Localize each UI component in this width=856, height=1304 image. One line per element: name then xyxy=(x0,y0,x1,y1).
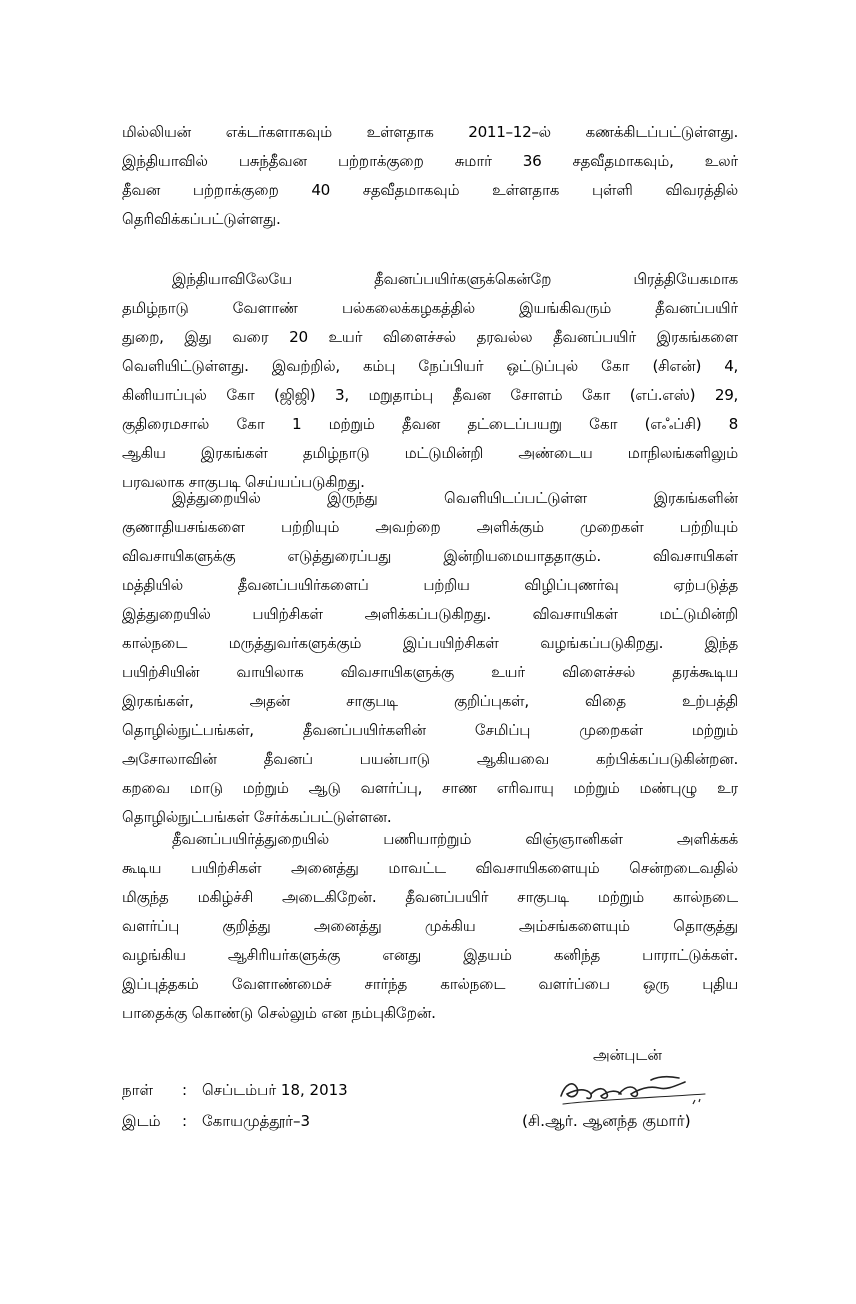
text-line: வெளியிட்டுள்ளது. இவற்றில், கம்பு நேப்பியர் ஒட்டுப்புல் கோ (சிஎன்) 4, xyxy=(122,357,738,375)
text-line: தொழில்நுட்பங்கள், தீவனப்பயிர்களின் சேமிப்பு முறைகள் மற்றும் xyxy=(122,721,738,739)
text-line: தீவன பற்றாக்குறை 40 சதவீதமாகவும் உள்ளதாக புள்ளி விவரத்தில் xyxy=(122,181,738,199)
text-line: பரவலாக சாகுபடி செய்யப்படுகிறது. xyxy=(122,473,365,491)
text-line: குணாதியசங்களை பற்றியும் அவற்றை அளிக்கும் முறைகள் பற்றியும் xyxy=(122,518,738,536)
text-line: ஆகிய இரகங்கள் தமிழ்நாடு மட்டுமின்றி அண்டைய மாநிலங்களிலும் xyxy=(122,444,738,462)
text-line: தமிழ்நாடு வேளாண் பல்கலைக்கழகத்தில் இயங்கிவரும் தீவனப்பயிர் xyxy=(122,299,738,317)
text-line: வளர்ப்பு குறித்து அனைத்து முக்கிய அம்சங்களையும் தொகுத்து xyxy=(122,917,738,935)
text-line: விவசாயிகளுக்கு எடுத்துரைப்பது இன்றியமையாததாகும். விவசாயிகள் xyxy=(122,547,738,565)
place-row xyxy=(122,1112,310,1132)
paragraph-1 xyxy=(122,118,738,234)
place-separator: : xyxy=(182,1112,188,1130)
date-label: நாள் xyxy=(122,1081,153,1099)
paragraph-3 xyxy=(122,484,738,832)
text-line: குதிரைமசால் கோ 1 மற்றும் தீவன தட்டைப்பயறு கோ (எஃப்சி) 8 xyxy=(122,415,738,433)
place-value: கோயமுத்தூர்–3 xyxy=(202,1112,311,1130)
paragraph-4 xyxy=(122,825,738,1028)
text-line: இத்துறையில் இருந்து வெளியிடப்பட்டுள்ள இரகங்களின் xyxy=(172,489,738,507)
text-line: கினியாப்புல் கோ (ஜிஜி) 3, மறுதாம்பு தீவன சோளம் கோ (எப்.எஸ்) 29, xyxy=(122,386,738,404)
signer-name: (சி.ஆர். ஆனந்த குமார்) xyxy=(522,1112,691,1130)
text-line: மில்லியன் எக்டர்களாகவும் உள்ளதாக 2011–12–ல் கணக்கிடப்பட்டுள்ளது. xyxy=(122,123,738,141)
text-line: வழங்கிய ஆசிரியர்களுக்கு எனது இதயம் கனிந்த பாராட்டுக்கள். xyxy=(122,946,738,964)
date-separator: : xyxy=(182,1081,188,1099)
text-line: மிகுந்த மகிழ்ச்சி அடைகிறேன். தீவனப்பயிர் சாகுபடி மற்றும் கால்நடை xyxy=(122,888,738,906)
text-line: இந்தியாவில் பசுந்தீவன பற்றாக்குறை சுமார் 36 சதவீதமாகவும், உலர் xyxy=(122,152,738,170)
place-label: இடம் xyxy=(122,1112,161,1130)
date-value: செப்டம்பர் 18, 2013 xyxy=(202,1081,348,1099)
text-line: இப்புத்தகம் வேளாண்மைச் சார்ந்த கால்நடை வளர்ப்பை ஒரு புதிய xyxy=(122,975,738,993)
closing-salutation: அன்புடன் xyxy=(593,1046,662,1064)
text-line: துறை, இது வரை 20 உயர் விளைச்சல் தரவல்ல தீவனப்பயிர் இரகங்களை xyxy=(122,328,738,346)
text-line: இரகங்கள், அதன் சாகுபடி குறிப்புகள், விதை உற்பத்தி xyxy=(122,692,738,710)
paragraph-2 xyxy=(122,265,738,497)
text-line: பயிற்சியின் வாயிலாக விவசாயிகளுக்கு உயர் விளைச்சல் தரக்கூடிய xyxy=(122,663,738,681)
signature-image xyxy=(555,1070,715,1110)
text-line: தீவனப்பயிர்த்துறையில் பணியாற்றும் விஞ்ஞானிகள் அளிக்கக் xyxy=(172,830,738,848)
text-line: இந்தியாவிலேயே தீவனப்பயிர்களுக்கென்றே பிரத்தியேகமாக xyxy=(172,270,738,288)
text-line: மத்தியில் தீவனப்பயிர்களைப் பற்றிய விழிப்புணர்வு ஏற்படுத்த xyxy=(122,576,738,594)
text-line: தெரிவிக்கப்பட்டுள்ளது. xyxy=(122,210,281,228)
text-line: இத்துறையில் பயிற்சிகள் அளிக்கப்படுகிறது. விவசாயிகள் மட்டுமின்றி xyxy=(122,605,738,623)
text-line: கறவை மாடு மற்றும் ஆடு வளர்ப்பு, சாண எரிவாயு மற்றும் மண்புழு உர xyxy=(122,779,738,797)
text-line: பாதைக்கு கொண்டு செல்லும் என நம்புகிறேன். xyxy=(122,1004,436,1022)
text-line: கால்நடை மருத்துவர்களுக்கும் இப்பயிற்சிகள் வழங்கப்படுகிறது. இந்த xyxy=(122,634,738,652)
text-line: தொழில்நுட்பங்கள் சேர்க்கப்பட்டுள்ளன. xyxy=(122,808,392,826)
text-line: கூடிய பயிற்சிகள் அனைத்து மாவட்ட விவசாயிகளையும் சென்றடைவதில் xyxy=(122,859,738,877)
date-row xyxy=(122,1081,348,1101)
text-line: அசோலாவின் தீவனப் பயன்பாடு ஆகியவை கற்பிக்கப்படுகின்றன. xyxy=(122,750,738,768)
